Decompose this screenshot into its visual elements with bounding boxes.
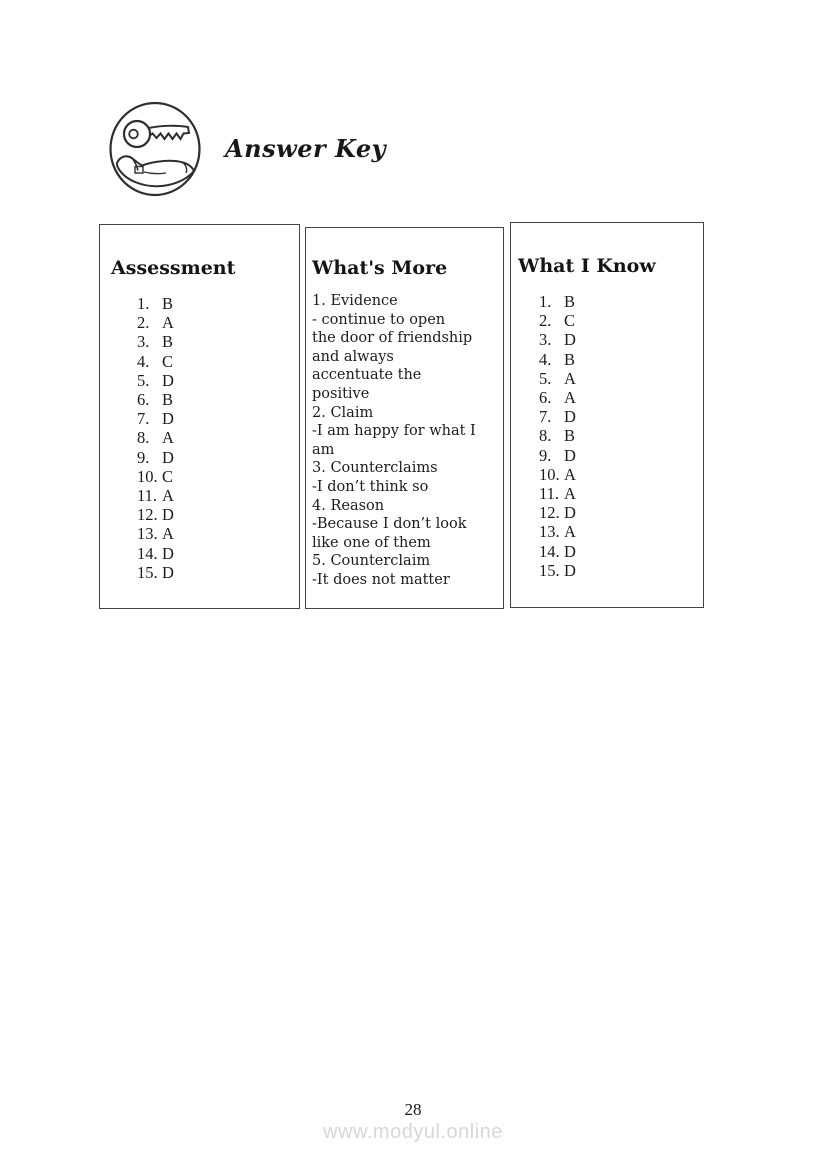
answer-number: 14.: [539, 541, 560, 561]
answer-number: 11.: [137, 486, 158, 506]
answer-letter: A: [564, 522, 576, 542]
answer-letter: C: [162, 466, 174, 486]
answer-row: [137, 352, 299, 371]
answer-text-line: 5. Counterclaim: [312, 553, 431, 570]
answer-number: 6.: [137, 390, 150, 410]
answer-number: 13.: [539, 522, 560, 542]
answer-number: 4.: [539, 349, 552, 369]
answer-row: [137, 524, 299, 543]
answer-letter: A: [162, 428, 174, 448]
answer-number: 11.: [539, 484, 560, 504]
answer-text-line: like one of them: [312, 534, 431, 551]
answer-row: [539, 369, 703, 388]
answer-row: [137, 313, 299, 332]
answer-number: 14.: [137, 543, 158, 563]
whats-more-box: [305, 227, 504, 609]
key-in-hand-icon: [108, 101, 202, 197]
answer-text-line: - continue to open: [312, 311, 446, 328]
answer-row: [137, 467, 299, 486]
answer-number: 6.: [539, 388, 552, 408]
answer-letter: A: [564, 484, 576, 504]
answer-letter: D: [162, 370, 174, 390]
answer-text-line: -I don’t think so: [312, 478, 429, 495]
answer-text-line: am: [312, 441, 335, 458]
answer-text-line: 2. Claim: [312, 404, 374, 421]
answer-row: [539, 388, 703, 407]
answer-number: 15.: [539, 560, 560, 580]
answer-letter: D: [564, 560, 576, 580]
answer-letter: D: [564, 503, 576, 523]
answer-letter: D: [162, 409, 174, 429]
answer-letter: B: [564, 349, 576, 369]
answer-text-line: 4. Reason: [312, 497, 385, 514]
answer-row: [539, 561, 703, 580]
answer-number: 2.: [539, 311, 552, 331]
answer-row: [539, 465, 703, 484]
answer-text-line: -I am happy for what I: [312, 423, 476, 440]
answer-number: 12.: [539, 503, 560, 523]
answer-row: [137, 428, 299, 447]
answer-row: [539, 503, 703, 522]
whats-more-heading: What's More: [312, 257, 448, 279]
answer-row: [137, 409, 299, 428]
answer-text-line: the door of friendship: [312, 330, 473, 347]
answer-letter: B: [564, 426, 576, 446]
answer-number: 10.: [137, 466, 158, 486]
answer-letter: B: [162, 294, 174, 313]
assessment-box: [99, 224, 300, 609]
answer-row: [539, 407, 703, 426]
answer-text-line: and always: [312, 348, 394, 365]
answer-letter: A: [564, 464, 576, 484]
answer-letter: A: [564, 368, 576, 388]
answer-number: 3.: [539, 330, 552, 350]
answer-text-line: accentuate the: [312, 367, 422, 384]
answer-row: [539, 292, 703, 311]
answer-text-line: 3. Counterclaims: [312, 460, 438, 477]
answer-number: 1.: [539, 292, 552, 311]
answer-number: 8.: [137, 428, 150, 448]
answer-number: 15.: [137, 562, 158, 582]
answer-row: [137, 448, 299, 467]
answer-row: [539, 446, 703, 465]
answer-number: 7.: [539, 407, 552, 427]
answer-number: 13.: [137, 524, 158, 544]
what-i-know-box: [510, 222, 704, 608]
answer-letter: A: [564, 388, 576, 408]
answer-letter: B: [162, 332, 174, 352]
answer-number: 7.: [137, 409, 150, 429]
whats-more-answer-text: [312, 292, 503, 590]
answer-letter: A: [162, 313, 174, 333]
answer-row: [539, 350, 703, 369]
answer-letter: A: [162, 524, 174, 544]
answer-letter: C: [564, 311, 576, 331]
answer-row: [539, 311, 703, 330]
answer-text-line: 1. Evidence: [312, 293, 398, 309]
answer-letter: A: [162, 486, 174, 506]
answer-letter: D: [564, 407, 576, 427]
answer-number: 5.: [539, 368, 552, 388]
answer-letter: D: [162, 562, 174, 582]
assessment-heading: Assessment: [111, 257, 236, 279]
page-number: 28: [404, 1100, 422, 1119]
answer-row: [539, 426, 703, 445]
answer-row: [539, 542, 703, 561]
answer-row: [137, 544, 299, 563]
answer-letter: B: [564, 292, 576, 311]
answer-number: 2.: [137, 313, 150, 333]
answer-letter: D: [162, 505, 174, 525]
answer-number: 8.: [539, 426, 552, 446]
answer-text-line: -It does not matter: [312, 571, 450, 588]
answer-number: 9.: [539, 445, 552, 465]
watermark: www.modyul.online: [323, 1121, 503, 1143]
answer-number: 3.: [137, 332, 150, 352]
answer-text-line: positive: [312, 385, 370, 402]
answer-number: 5.: [137, 370, 150, 390]
answer-number: 4.: [137, 351, 150, 371]
answer-row: [137, 294, 299, 313]
answer-row: [539, 330, 703, 349]
answer-number: 9.: [137, 447, 150, 467]
answer-row: [137, 332, 299, 351]
answer-number: 12.: [137, 505, 158, 525]
answer-letter: D: [162, 447, 174, 467]
answer-letter: C: [162, 351, 174, 371]
answer-row: [137, 563, 299, 582]
answer-letter: D: [564, 445, 576, 465]
answer-number: 10.: [539, 464, 560, 484]
answer-row: [539, 484, 703, 503]
answer-letter: D: [564, 541, 576, 561]
answer-letter: D: [162, 543, 174, 563]
answer-row: [137, 371, 299, 390]
what-i-know-heading: What I Know: [518, 255, 656, 277]
answer-letter: B: [162, 390, 174, 410]
answer-number: 1.: [137, 294, 150, 313]
assessment-answer-list: [100, 294, 299, 582]
answer-row: [137, 390, 299, 409]
answer-text-line: -Because I don’t look: [312, 516, 467, 533]
page-title: Answer Key: [225, 134, 387, 163]
what-i-know-answer-list: [511, 292, 703, 580]
answer-row: [137, 505, 299, 524]
answer-letter: D: [564, 330, 576, 350]
answer-row: [539, 522, 703, 541]
answer-row: [137, 486, 299, 505]
